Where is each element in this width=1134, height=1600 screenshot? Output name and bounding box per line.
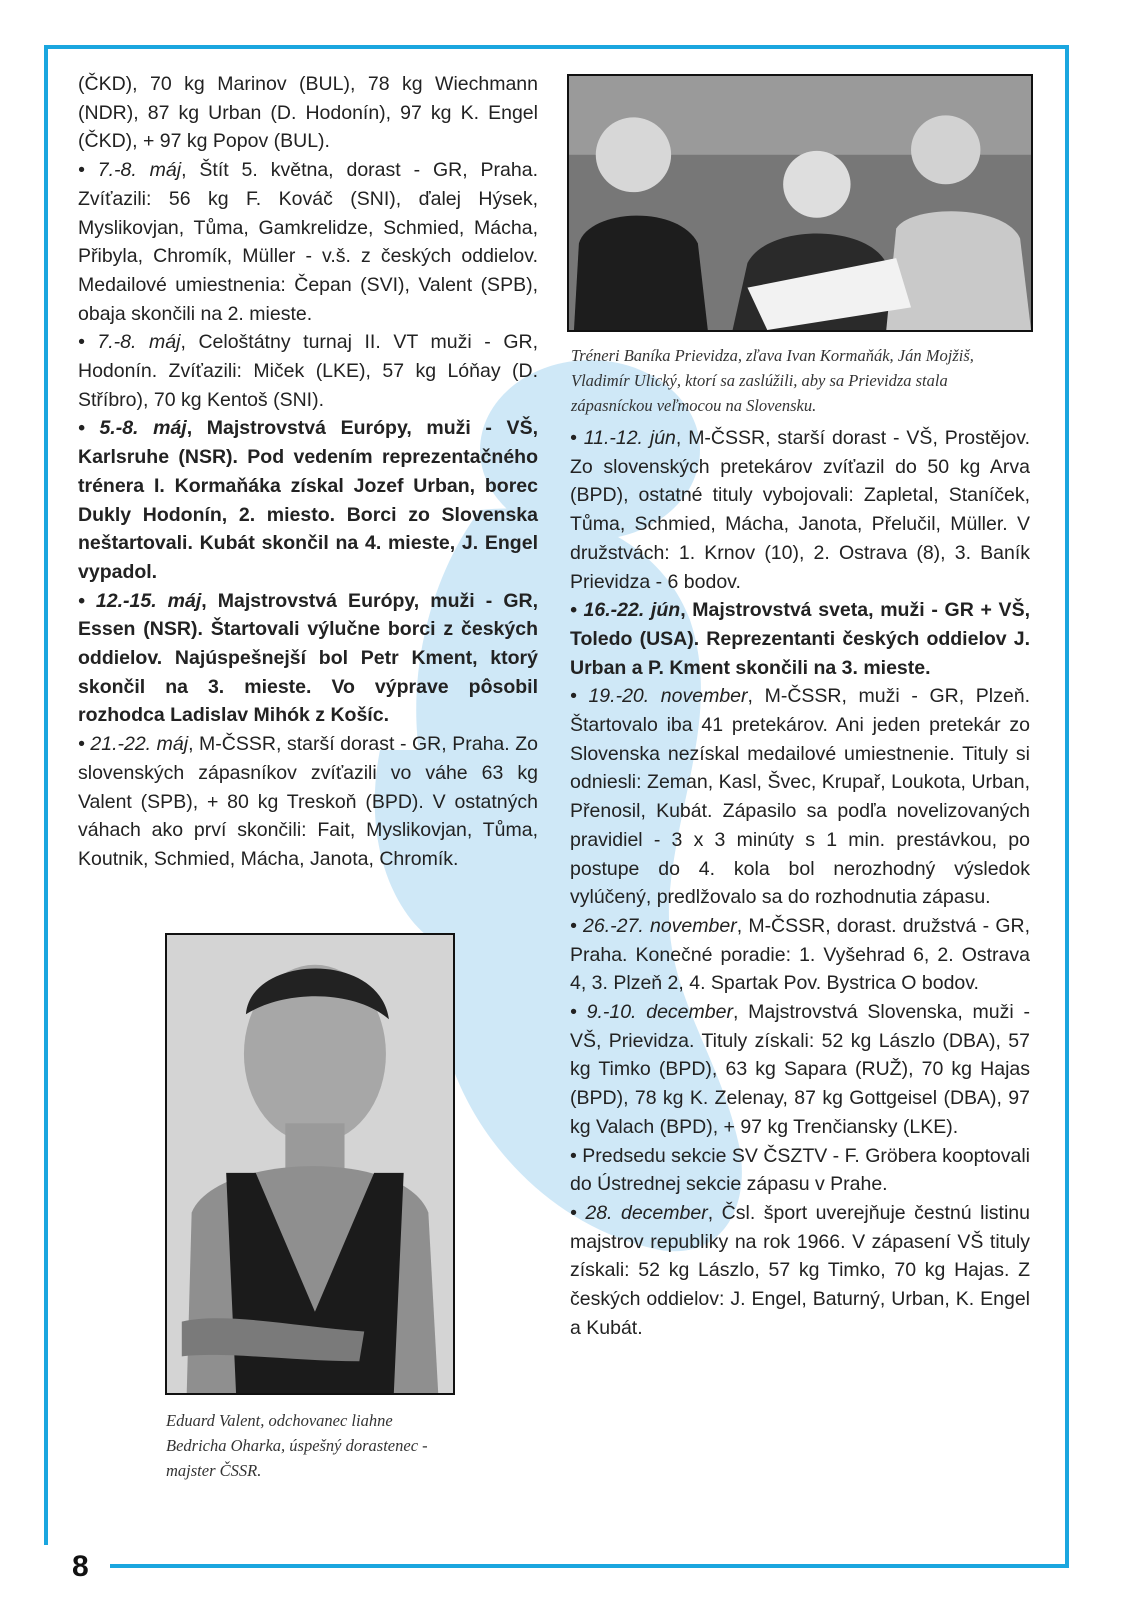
frame-bottom-line bbox=[110, 1564, 1069, 1568]
paragraph bbox=[570, 1142, 1030, 1199]
paragraph bbox=[78, 70, 538, 156]
page-number: 8 bbox=[72, 1550, 89, 1583]
portrait-caption: Eduard Valent, odchovanec liahne Bedricha Oharka, úspešný dorastenec - majster ČSSR. bbox=[166, 1411, 428, 1480]
paragraph-text: , Štít 5. května, dorast - GR, Praha. Zvíťazili: 56 kg F. Kováč (SNI), ďalej Hýsek, Myslikovjan, Tůma, Gamkrelidze, Schmied, Mácha, Přibyla, Chromík, Müller - v.š. z českých oddielov. Medailové umiestnenia: Čepan (SVI), Valent (SPB), obaja skončili na 2. mieste. bbox=[78, 159, 539, 325]
event-date: • 7.-8. máj bbox=[78, 159, 182, 182]
paragraph bbox=[570, 682, 1030, 912]
paragraph-text: , Majstrovstvá sveta, muži - GR + VŠ, Toledo (USA). Reprezentanti českých oddielov J. Urban a P. Kment skončili na 3. mieste. bbox=[570, 599, 1030, 679]
event-date: • 26.-27. november bbox=[570, 914, 737, 937]
paragraph-text: , M-ČSSR, dorast. družstvá - GR, Praha. Konečné poradie: 1. Vyšehrad 6, 2. Ostrava 4, 3. Plzeň 2, 4. Spartak Pov. Bystrica O bodov. bbox=[570, 914, 1030, 995]
event-date: • 19.-20. november bbox=[570, 685, 748, 708]
event-date: • 11.-12. jún bbox=[570, 427, 676, 449]
event-date: • 5.-8. máj bbox=[78, 417, 187, 440]
paragraph bbox=[78, 414, 538, 586]
paragraph-text: , M-ČSSR, starší dorast - VŠ, Prostějov. Zo slovenských pretekárov zvíťazil do 50 kg Arva (BPD), ostatné tituly vybojovali: Zapletal, Staníček, Tůma, Schmied, Mácha, Janota, Přelučil, Müller. V družstvách: 1. Krnov (10), 2. Ostrava (8), 3. Baník Prievidza - 6 bodov. bbox=[570, 427, 1030, 593]
coaches-photo-image bbox=[569, 76, 1031, 330]
paragraph bbox=[570, 424, 1030, 596]
event-date: • 16.-22. jún bbox=[570, 599, 681, 622]
paragraph-text: , M-ČSSR, muži - GR, Plzeň. Štartovalo iba 41 pretekárov. Ani jeden pretekár zo Slovenska nezískal medailové umiestnenie. Tituly si odniesli: Zeman, Kasl, Švec, Krupař, Loukota, Urban, Přenosil, Kubát. Zápasilo sa podľa novelizovaných pravidiel - 3 x 3 minúty s 1 min. prestávkou, po postupe do 4. kola bol nerozhodný výsledok vylúčený, predlžovalo sa do rozhodnutia zápasu. bbox=[570, 685, 1030, 909]
coaches-photo bbox=[567, 74, 1033, 332]
paragraph bbox=[78, 587, 538, 731]
paragraph-text: , Čsl. šport uverejňuje čestnú listinu majstrov republiky na rok 1966. V zápasení VŠ tituly získali: 52 kg Lászlo, 57 kg Timko, 70 kg Hajas. Z českých oddielov: J. Engel, Baturný, Urban, K. Engel a Kubát. bbox=[570, 1201, 1031, 1339]
paragraph bbox=[78, 156, 538, 328]
event-date: • 28. december bbox=[570, 1201, 708, 1224]
paragraph bbox=[570, 998, 1030, 1142]
paragraph bbox=[570, 596, 1030, 682]
event-date: • 9.-10. december bbox=[570, 1001, 733, 1024]
wrestler-portrait-photo bbox=[165, 933, 455, 1395]
paragraph-text: , Majstrovstvá Európy, muži - GR, Essen (NSR). Štartovali výlučne borci z českých oddielov. Najúspešnejší bol Petr Kment, ktorý skončil na 3. mieste. Vo výprave pôsobil rozhodca Ladislav Mihók z Košíc. bbox=[78, 589, 538, 727]
coaches-photo-caption: Tréneri Baníka Prievidza, zľava Ivan Kormaňák, Ján Mojžiš, Vladimír Ulický, ktorí sa zaslúžili, aby sa Prievidza stala zápasníckou veľmocou na Slovensku. bbox=[571, 346, 974, 415]
paragraph bbox=[78, 328, 538, 414]
paragraph-text: (ČKD), 70 kg Marinov (BUL), 78 kg Wiechmann (NDR), 87 kg Urban (D. Hodonín), 97 kg K. Engel (ČKD), + 97 kg Popov (BUL). bbox=[78, 73, 538, 153]
paragraph-text: , Celoštátny turnaj II. VT muži - GR, Hodonín. Zvíťazili: Miček (LKE), 57 kg Lóňay (D. Stříbro), 70 kg Kentoš (SNI). bbox=[78, 331, 538, 411]
event-date: • 7.-8. máj bbox=[78, 331, 181, 354]
paragraph-text: , Majstrovstvá Slovenska, muži - VŠ, Prievidza. Tituly získali: 52 kg Lászlo (DBA), 57 kg Timko (BPD), 63 kg Sapara (RUŽ), 70 kg Hajas (BPD), 78 kg K. Zelenay, 87 kg Gottgeisel (DBA), 97 kg Valach (BPD), + 97 kg Trenčiansky (LKE). bbox=[570, 1001, 1030, 1138]
paragraph-text: • Predsedu sekcie SV ČSZTV - F. Gröbera kooptovali do Ústrednej sekcie zápasu v Prahe. bbox=[570, 1144, 1030, 1196]
paragraph bbox=[570, 912, 1030, 998]
event-date: • 12.-15. máj bbox=[78, 589, 202, 612]
event-date: • 21.-22. máj bbox=[78, 733, 189, 756]
paragraph bbox=[570, 1199, 1030, 1343]
paragraph bbox=[78, 730, 538, 874]
right-text-column bbox=[570, 424, 1030, 1343]
paragraph-text: , M-ČSSR, starší dorast - GR, Praha. Zo slovenských zápasníkov zvíťazili vo váhe 63 kg Valent (SPB), + 80 kg Treskoň (BPD). V ostatných váhach ako prví skončili: Fait, Myslikovjan, Tůma, Koutnik, Schmied, Mácha, Janota, Chromík. bbox=[78, 733, 538, 870]
frame-gap bbox=[44, 1545, 52, 1575]
left-text-column bbox=[78, 70, 538, 874]
portrait-image bbox=[167, 935, 453, 1393]
paragraph-text: , Majstrovstvá Európy, muži - VŠ, Karlsruhe (NSR). Pod vedením reprezentačného trénera I. Kormaňáka získal Jozef Urban, borec Dukly Hodonín, 2. miesto. Borci zo Slovenska neštartovali. Kubát skončil na 4. mieste, J. Engel vypadol. bbox=[78, 417, 538, 583]
